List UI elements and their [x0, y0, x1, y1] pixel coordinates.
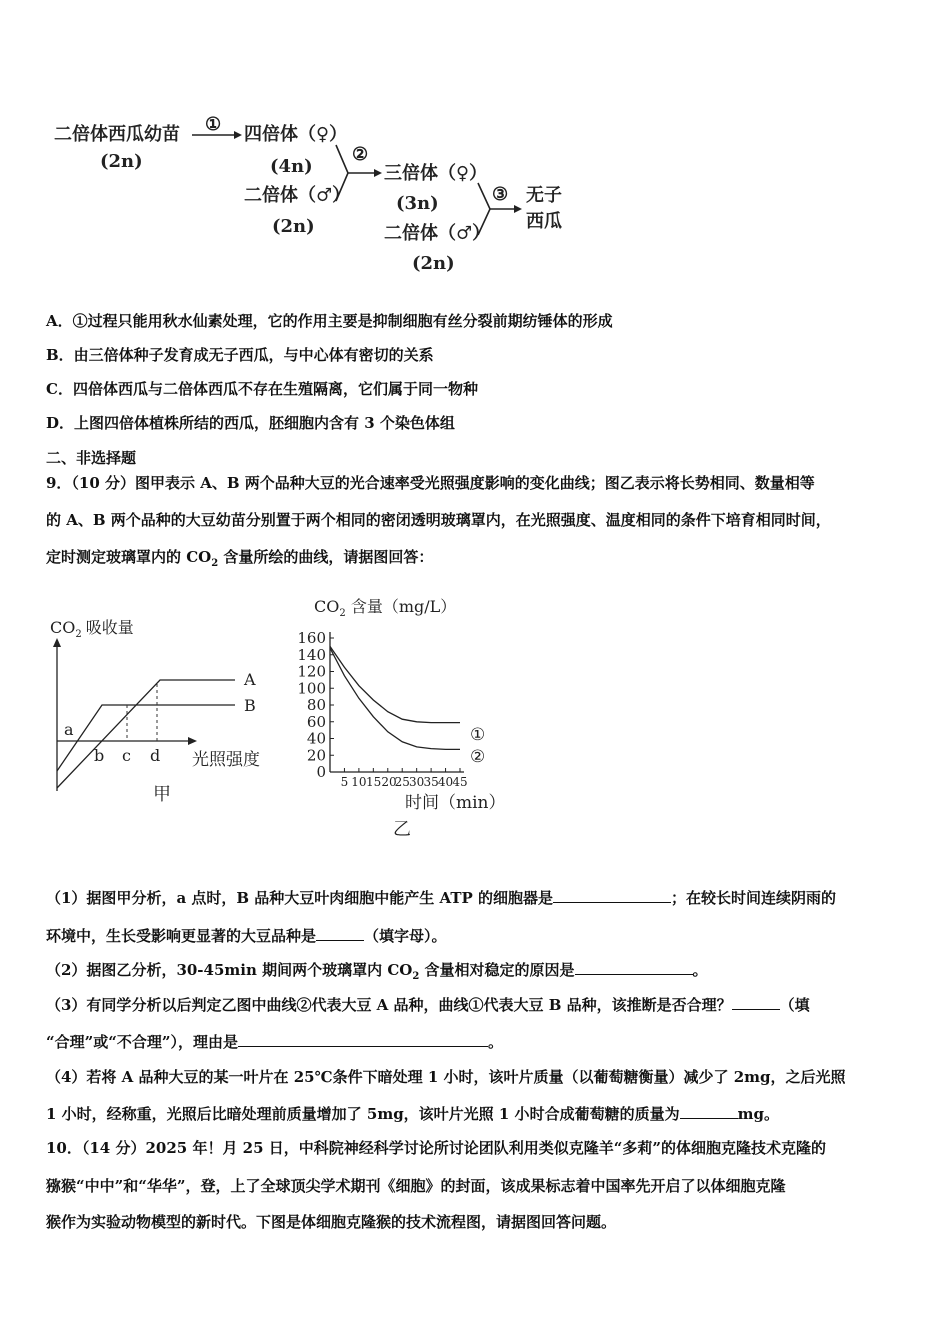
jia-series-a-line: [57, 680, 235, 788]
yi-ylabel-sub: 2: [339, 608, 346, 619]
yi-y-tick-label: 120: [297, 662, 326, 681]
yi-x-tick-label: 25: [394, 775, 410, 789]
yi-series-1-label: ①: [470, 725, 486, 745]
q9-line3: [46, 547, 433, 574]
jia-point-a: a: [64, 720, 74, 739]
q9-sub4-b: 1 小时，经称重，光照后比暗处理前质量增加了 5mg，该叶片光照 1 小时合成葡萄糖的质量为: [46, 1105, 680, 1123]
seedless-watermelon-diagram: [40, 105, 580, 280]
q9-sub1-line2: [46, 926, 447, 946]
q9-sub2: [46, 960, 708, 987]
yi-title: 乙: [393, 819, 411, 840]
chart-jia: [40, 605, 290, 815]
yi-y-tick-label: 100: [297, 679, 326, 698]
answer-blank-3[interactable]: [575, 960, 693, 975]
jia-point-b: b: [94, 746, 105, 765]
step3-label: ③: [492, 184, 509, 205]
yi-series-2-label: ②: [470, 747, 486, 767]
step1-arrowhead: [234, 131, 242, 139]
seedling-label: 二倍体西瓜幼苗: [54, 124, 180, 145]
jia-point-d: d: [150, 746, 161, 765]
q9-line1: 9．（10 分）图甲表示 A、B 两个品种大豆的光合速率受光照强度影响的变化曲线；图乙表示将长势相同、数量相等: [46, 474, 815, 492]
q9-line3-a: 定时测定玻璃罩内的 CO: [46, 548, 212, 566]
q9-line3-b: 含量所绘的曲线，请据图回答：: [218, 548, 434, 566]
jia-x-arrowhead: [188, 737, 197, 745]
q9-sub3-line2: [46, 1032, 503, 1052]
step1-label: ①: [205, 114, 222, 135]
jia-ylabel-b: 吸收量: [85, 618, 134, 637]
jia-ylabel: [50, 618, 134, 640]
q9-sub3-b: （填: [779, 996, 810, 1014]
q9-sub1-c: 环境中，生长受影响更显著的大豆品种是: [46, 927, 317, 945]
q9-sub2-b: 含量相对稳定的原因是: [419, 961, 575, 979]
triploid-label: 三倍体（♀）: [384, 163, 488, 184]
q9-sub1-d: （填字母）。: [364, 927, 447, 945]
section-title: 二、非选择题: [46, 449, 137, 467]
tetraploid-ploidy: (4n): [270, 156, 313, 177]
q9-sub3-a: （3）有同学分析以后判定乙图中曲线②代表大豆 A 品种，曲线①代表大豆 B 品种，该推断是否合理？: [46, 996, 732, 1014]
yi-y-tick-label: 20: [306, 746, 326, 765]
q9-sub2-sub: 2: [412, 971, 420, 982]
yi-series-2-line: [330, 648, 460, 749]
jia-xlabel: 光照强度: [192, 750, 260, 770]
q9-sub3-d: 。: [488, 1033, 504, 1051]
yi-ylabel-b: 含量（mg/L）: [345, 597, 457, 616]
jia-series-b-label: B: [244, 696, 256, 715]
yi-x-tick-label: 40: [437, 775, 454, 789]
chart-yi: [290, 590, 530, 845]
yi-y-tick-label: 160: [297, 629, 326, 647]
q9-sub4-line2: [46, 1104, 779, 1124]
q9-line3-sub: 2: [211, 558, 219, 569]
jia-y-arrowhead: [53, 638, 61, 647]
answer-blank-6[interactable]: [680, 1104, 738, 1119]
diploid-male-1-label: 二倍体（♂）: [244, 185, 351, 206]
option-c: C．四倍体西瓜与二倍体西瓜不存在生殖隔离，它们属于同一物种: [46, 380, 478, 398]
triploid-ploidy: (3n): [396, 193, 439, 214]
q9-sub2-a: （2）据图乙分析，30-45min 期间两个玻璃罩内 CO: [46, 961, 413, 979]
yi-x-tick-label: 5: [340, 775, 349, 789]
yi-x-tick-label: 30: [409, 775, 425, 789]
q9-sub1-a: （1）据图甲分析，a 点时，B 品种大豆叶肉细胞中能产生 ATP 的细胞器是: [46, 889, 553, 907]
yi-y-tick-label: 60: [306, 712, 326, 731]
diploid-male-2-ploidy: (2n): [412, 253, 455, 274]
q9-sub3-line1: [46, 995, 810, 1015]
yi-ylabel: [314, 597, 456, 619]
answer-blank-1[interactable]: [553, 888, 671, 903]
step2-label: ②: [352, 144, 369, 165]
yi-ylabel-a: CO: [314, 597, 340, 616]
seedling-ploidy: (2n): [100, 151, 143, 172]
answer-blank-2[interactable]: [316, 926, 364, 941]
yi-x-tick-label: 10: [351, 775, 367, 789]
yi-x-tick-label: 1520: [366, 775, 397, 789]
yi-y-tick-label: 140: [297, 645, 326, 664]
jia-series-a-label: A: [244, 670, 256, 689]
cross-arrowhead-1: [374, 169, 382, 177]
q10-line1: 10．（14 分）2025 年！月 25 日，中科院神经科学讨论所讨论团队利用类似克隆羊“多莉”的体细胞克隆技术克隆的: [46, 1139, 827, 1157]
q10-line3: 猴作为实验动物模型的新时代。下图是体细胞克隆猴的技术流程图，请据图回答问题。: [46, 1213, 617, 1231]
yi-y-tick-label: 0: [316, 763, 326, 781]
q9-sub3-c: “合理”或“不合理”），理由是: [46, 1033, 239, 1051]
yi-y-tick-label: 80: [306, 696, 326, 714]
jia-ylabel-sub: 2: [75, 629, 82, 640]
q9-sub4-line1: （4）若将 A 品种大豆的某一叶片在 25℃条件下暗处理 1 小时，该叶片质量（以葡萄糖衡量）减少了 2mg，之后光照: [46, 1068, 846, 1086]
q9-sub1-b: ；在较长时间连续阴雨的: [671, 889, 837, 907]
diploid-male-2-label: 二倍体（♂）: [384, 223, 491, 244]
yi-xlabel: 时间（min）: [405, 793, 506, 813]
seedless-label-2: 西瓜: [526, 211, 562, 232]
q9-sub1-line1: [46, 888, 836, 908]
option-a: A．①过程只能用秋水仙素处理，它的作用主要是抑制细胞有丝分裂前期纺锤体的形成: [46, 312, 613, 330]
answer-blank-5[interactable]: [238, 1032, 488, 1047]
q9-line2: 的 A、B 两个品种的大豆幼苗分别置于两个相同的密闭透明玻璃罩内，在光照强度、温度相同的条件下培育相同时间，: [46, 511, 831, 529]
jia-point-c: c: [122, 746, 131, 765]
yi-x-tick-label: 45: [452, 775, 468, 789]
q9-sub2-c: 。: [692, 961, 708, 979]
q9-sub4-c: mg。: [737, 1105, 779, 1123]
yi-y-tick-label: 40: [306, 729, 326, 748]
option-b: B．由三倍体种子发育成无子西瓜，与中心体有密切的关系: [46, 346, 434, 364]
yi-x-tick-label: 35: [423, 775, 439, 789]
answer-blank-4[interactable]: [732, 995, 780, 1010]
cross-arrowhead-2: [514, 205, 522, 213]
seedless-label-1: 无子: [526, 185, 562, 206]
diploid-male-1-ploidy: (2n): [272, 216, 315, 237]
q10-line2: 猕猴“中中”和“华华”，登，上了全球顶尖学术期刊《细胞》的封面，该成果标志着中国率先开启了以体细胞克隆: [46, 1177, 786, 1195]
tetraploid-label: 四倍体（♀）: [244, 124, 348, 145]
option-d: D．上图四倍体植株所结的西瓜，胚细胞内含有 3 个染色体组: [46, 414, 455, 432]
jia-title: 甲: [153, 784, 171, 805]
jia-ylabel-a: CO: [50, 618, 76, 637]
